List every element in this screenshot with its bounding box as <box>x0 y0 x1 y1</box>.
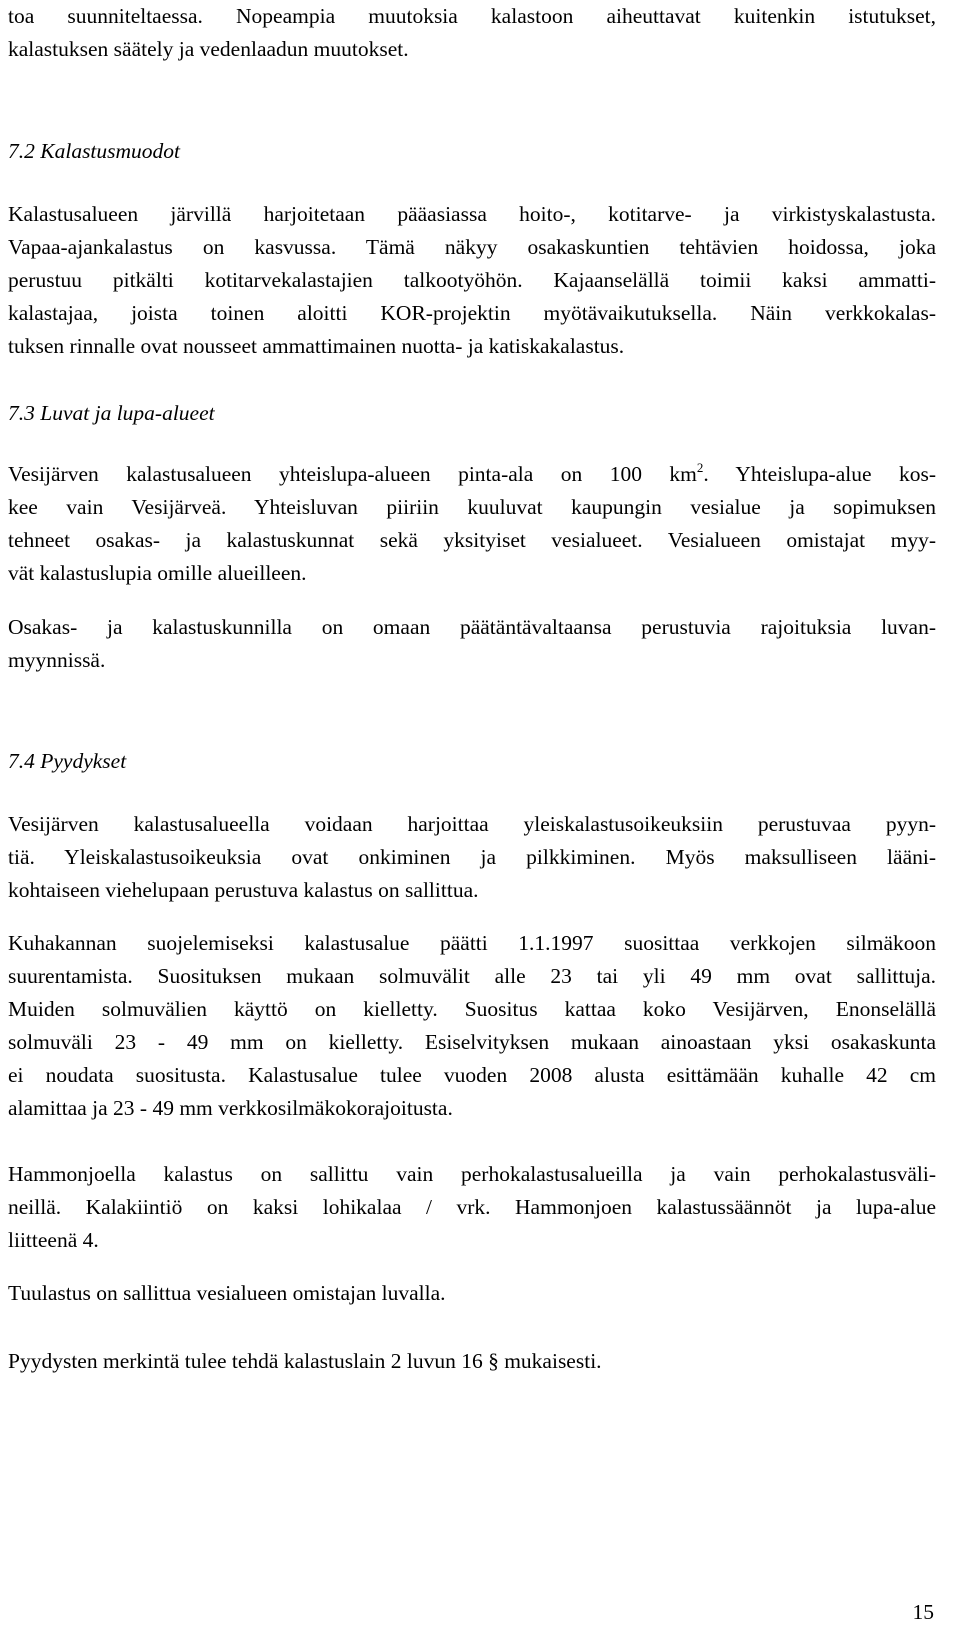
section-7-2-paragraph <box>8 198 936 363</box>
section-heading-7-4: 7.4 Pyydykset <box>8 749 127 773</box>
text-line: myynnissä. <box>8 648 106 672</box>
section-heading-7-2: 7.2 Kalastusmuodot <box>8 139 181 163</box>
text-line: neillä. Kalakiintiö on kaksi lohikalaa / vrk. Hammonjoen kalastussäännöt ja lupa-alue <box>8 1195 936 1219</box>
text-line: tiä. Yleiskalastusoikeuksia ovat onkiminen ja pilkkiminen. Myös maksulliseen lääni- <box>8 845 936 869</box>
text-line: toa suunniteltaessa. Nopeampia muutoksia kalastoon aiheuttavat kuitenkin istutukset, <box>8 4 936 28</box>
text-line: Vesijärven kalastusalueella voidaan harjoittaa yleiskalastusoikeuksiin perustuvaa pyyn- <box>8 812 936 836</box>
text-line: tuksen rinnalle ovat nousseet ammattimainen nuotta- ja katiskakalastus. <box>8 334 625 358</box>
text-line: Muiden solmuvälien käyttö on kielletty. Suositus kattaa koko Vesijärven, Enonselällä <box>8 997 936 1021</box>
section-7-4-paragraph-4 <box>8 1277 936 1310</box>
text-line: Kalastusalueen järvillä harjoitetaan pääasiassa hoito-, kotitarve- ja virkistyskalastusta. <box>8 202 936 226</box>
text-line: kohtaiseen viehelupaan perustuva kalastus on sallittua. <box>8 878 479 902</box>
text-line: kalastajaa, joista toinen aloitti KOR-projektin myötävaikutuksella. Näin verkkokalas- <box>8 301 936 325</box>
intro-paragraph <box>8 0 936 66</box>
text-line: Kuhakannan suojelemiseksi kalastusalue päätti 1.1.1997 suosittaa verkkojen silmäkoon <box>8 931 936 955</box>
section-7-3-paragraph-1 <box>8 458 936 590</box>
text-segment: Vesijärven kalastusalueen yhteislupa-alueen pinta-ala on 100 km <box>8 462 697 486</box>
text-line: kalastuksen säätely ja vedenlaadun muutokset. <box>8 37 409 61</box>
text-line: liitteenä 4. <box>8 1228 99 1252</box>
section-7-4-paragraph-1 <box>8 808 936 907</box>
section-7-3-paragraph-2 <box>8 611 936 677</box>
superscript: 2 <box>696 460 704 475</box>
text-line: ei noudata suositusta. Kalastusalue tulee vuoden 2008 alusta esittämään kuhalle 42 cm <box>8 1063 936 1087</box>
text-line: Osakas- ja kalastuskunnilla on omaan päätäntävaltaansa perustuvia rajoituksia luvan- <box>8 615 936 639</box>
text-line: tehneet osakas- ja kalastuskunnat sekä yksityiset vesialueet. Vesialueen omistajat myy- <box>8 528 936 552</box>
text-line: kee vain Vesijärveä. Yhteisluvan piiriin kuuluvat kaupungin vesialue ja sopimuksen <box>8 495 936 519</box>
section-7-4-paragraph-5 <box>8 1345 936 1378</box>
text-line: Pyydysten merkintä tulee tehdä kalastuslain 2 luvun 16 § mukaisesti. <box>8 1349 602 1373</box>
section-7-4-paragraph-2 <box>8 927 936 1125</box>
text-line: vät kalastuslupia omille alueilleen. <box>8 561 307 585</box>
text-line: Hammonjoella kalastus on sallittu vain perhokalastusalueilla ja vain perhokalastusväli- <box>8 1162 936 1186</box>
text-line <box>8 458 936 491</box>
text-line: perustuu pitkälti kotitarvekalastajien talkootyöhön. Kajaanselällä toimii kaksi ammatti- <box>8 268 936 292</box>
section-heading-7-3: 7.3 Luvat ja lupa-alueet <box>8 401 215 425</box>
text-segment: . Yhteislupa-alue kos- <box>703 462 936 486</box>
text-line: suurentamista. Suosituksen mukaan solmuvälit alle 23 tai yli 49 mm ovat sallittuja. <box>8 964 936 988</box>
text-line: alamittaa ja 23 - 49 mm verkkosilmäkokorajoitusta. <box>8 1096 453 1120</box>
page-number: 15 <box>912 1600 934 1624</box>
section-7-4-paragraph-3 <box>8 1158 936 1257</box>
text-line: Vapaa-ajankalastus on kasvussa. Tämä näkyy osakaskuntien tehtävien hoidossa, joka <box>8 235 936 259</box>
text-line: solmuväli 23 - 49 mm on kielletty. Esiselvityksen mukaan ainoastaan yksi osakaskunta <box>8 1030 936 1054</box>
text-line: Tuulastus on sallittua vesialueen omistajan luvalla. <box>8 1281 446 1305</box>
